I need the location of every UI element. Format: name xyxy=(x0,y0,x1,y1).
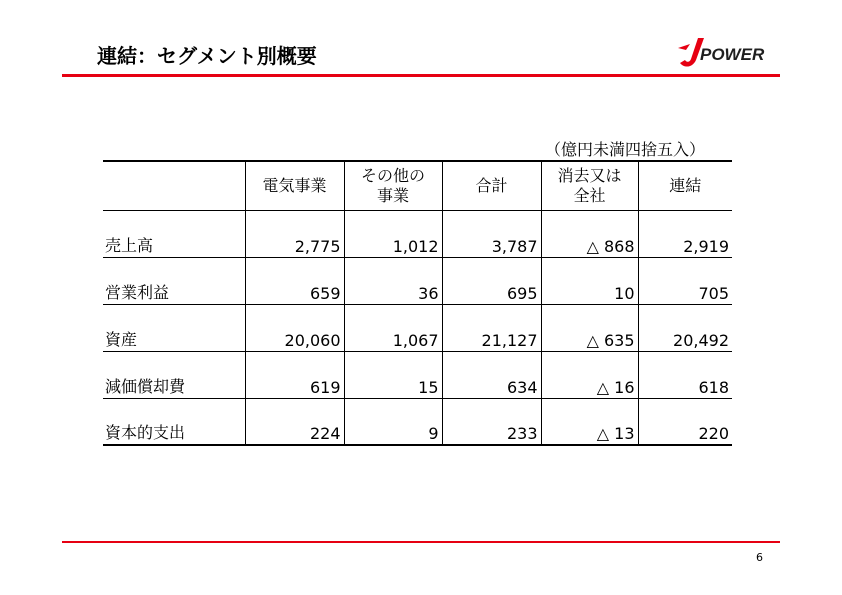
table-cell: 224 xyxy=(245,398,344,445)
column-header: 合計 xyxy=(442,161,541,210)
header-divider xyxy=(62,74,780,77)
page-number: 6 xyxy=(756,551,763,564)
table-cell: 695 xyxy=(442,257,541,304)
column-header-text: 消去又は全社 xyxy=(557,165,622,205)
logo-text: POWER xyxy=(700,45,765,64)
table-cell: 15 xyxy=(344,351,442,398)
row-label: 資産 xyxy=(103,304,245,351)
table-row xyxy=(103,210,732,257)
column-header-text: その他の事業 xyxy=(360,165,425,205)
table-cell: 618 xyxy=(638,351,732,398)
table-cell: △ 13 xyxy=(541,398,638,445)
column-header: 電気事業 xyxy=(245,161,344,210)
page-title: 連結：セグメント別概要 xyxy=(97,44,317,68)
row-label: 営業利益 xyxy=(103,257,245,304)
table-cell: 233 xyxy=(442,398,541,445)
table-cell: 20,492 xyxy=(638,304,732,351)
row-label: 売上高 xyxy=(103,210,245,257)
table-cell: 3,787 xyxy=(442,210,541,257)
column-header xyxy=(541,161,638,210)
table-cell: 220 xyxy=(638,398,732,445)
table-cell: 1,012 xyxy=(344,210,442,257)
table-cell: 1,067 xyxy=(344,304,442,351)
row-label: 減価償却費 xyxy=(103,351,245,398)
table-cell: 10 xyxy=(541,257,638,304)
j-power-logo xyxy=(676,36,780,70)
table-cell: 21,127 xyxy=(442,304,541,351)
table-cell: 36 xyxy=(344,257,442,304)
column-header xyxy=(103,161,245,210)
table-cell: 2,919 xyxy=(638,210,732,257)
table-header-row xyxy=(103,161,732,210)
table-row xyxy=(103,304,732,351)
footer-divider xyxy=(62,541,780,543)
column-header: 連結 xyxy=(638,161,732,210)
table-row xyxy=(103,351,732,398)
table-cell: 9 xyxy=(344,398,442,445)
table-cell: 659 xyxy=(245,257,344,304)
row-label: 資本的支出 xyxy=(103,398,245,445)
table-cell: △ 868 xyxy=(541,210,638,257)
unit-note: （億円未満四捨五入） xyxy=(545,140,706,159)
table-cell: 20,060 xyxy=(245,304,344,351)
table-cell: △ 16 xyxy=(541,351,638,398)
table-cell: 619 xyxy=(245,351,344,398)
table-cell: 634 xyxy=(442,351,541,398)
segment-table xyxy=(103,160,732,446)
table-cell: 2,775 xyxy=(245,210,344,257)
column-header xyxy=(344,161,442,210)
table-cell: 705 xyxy=(638,257,732,304)
table-cell: △ 635 xyxy=(541,304,638,351)
table-row xyxy=(103,257,732,304)
table-row xyxy=(103,398,732,445)
